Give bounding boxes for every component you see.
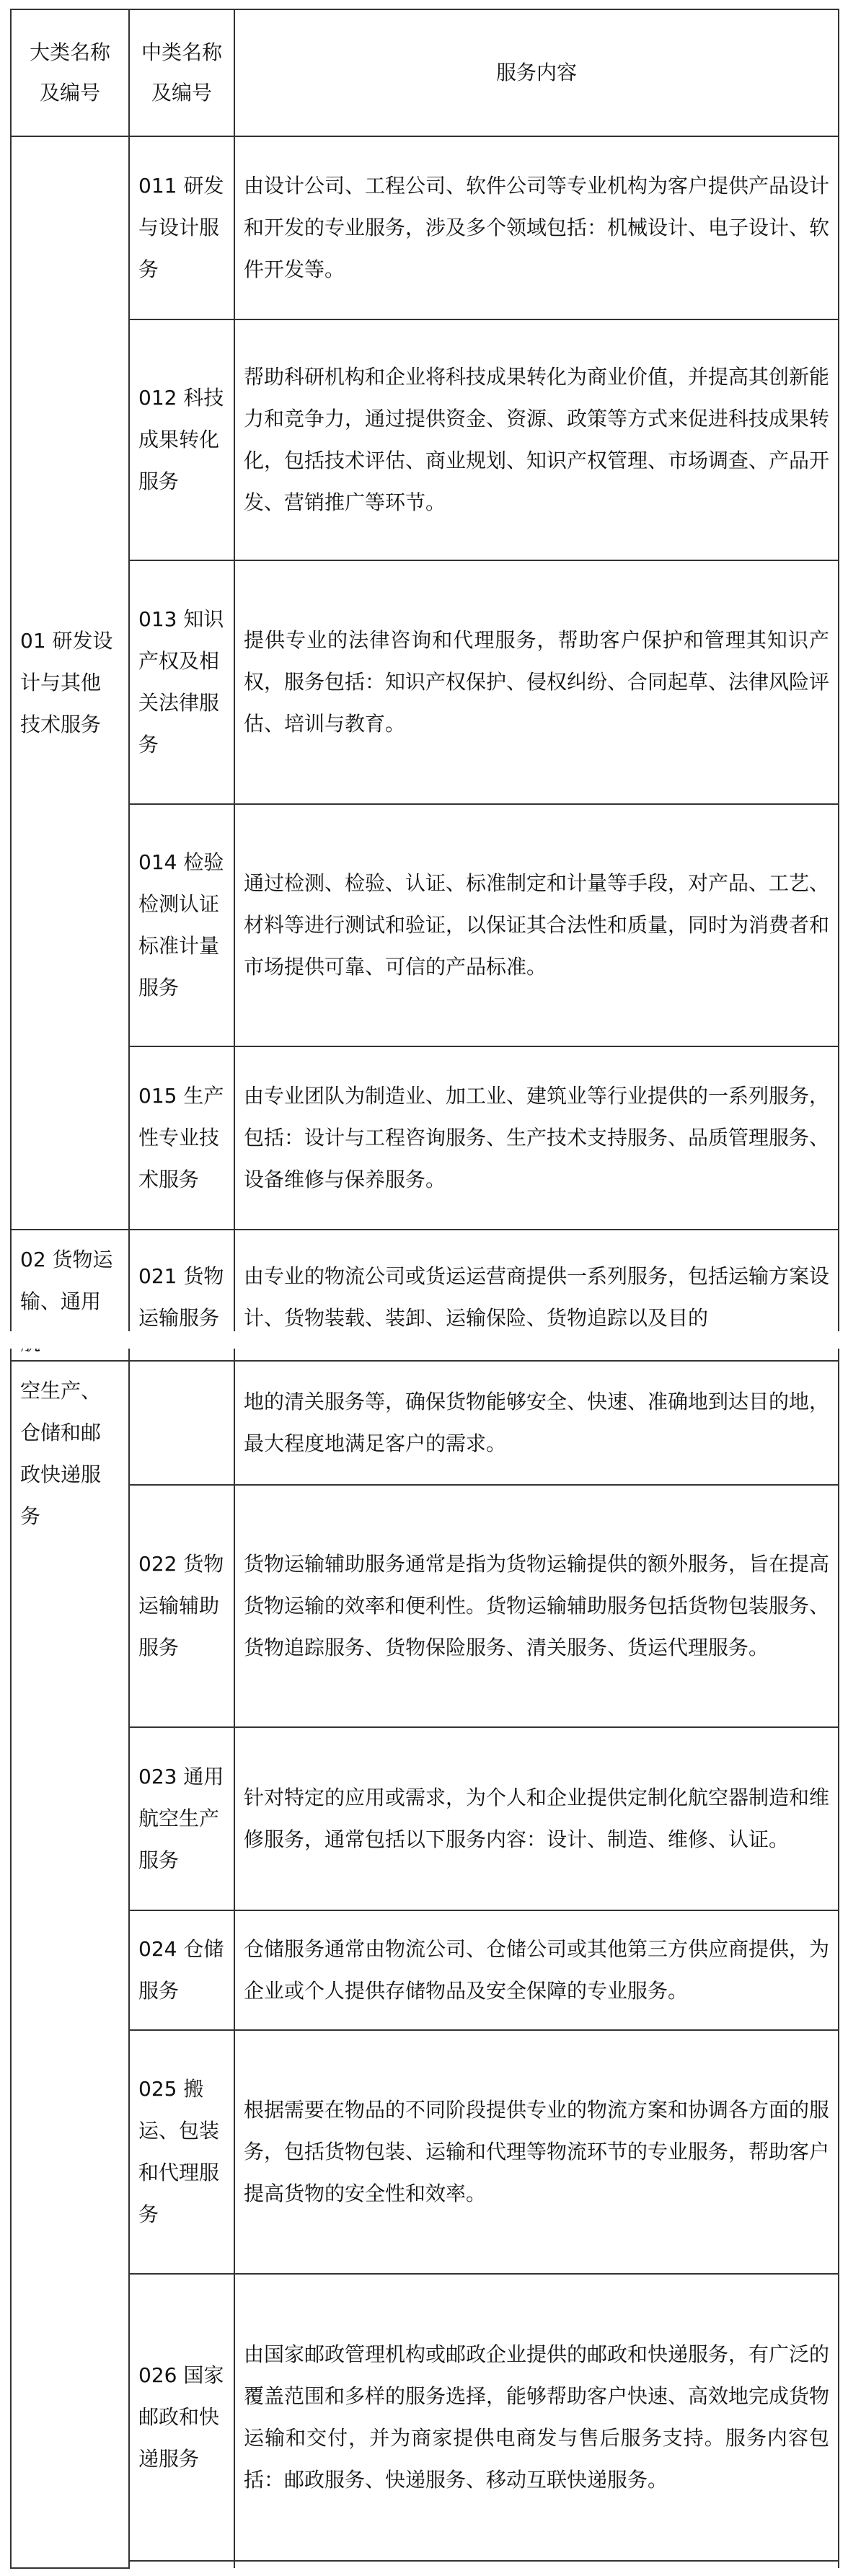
header-subcategory: 中类名称及编号 — [129, 9, 234, 136]
document-page-2 — [0, 1349, 848, 2576]
table-header-row — [11, 9, 839, 136]
content-cell: 由设计公司、工程公司、软件公司等专业机构为客户提供产品设计和开发的专业服务，涉及多个领域包括：机械设计、电子设计、软件开发等。 — [234, 136, 839, 319]
content-cell: 货物运输辅助服务通常是指为货物运输提供的额外服务，旨在提高货物运输的效率和便利性。货物运输辅助服务包括货物包装服务、货物追踪服务、货物保险服务、清关服务、货运代理服务。 — [234, 1485, 839, 1727]
subcategory-cell: 014 检验检测认证标准计量服务 — [129, 804, 234, 1046]
content-cell — [234, 2561, 839, 2568]
subcategory-cell: 025 搬运、包装和代理服务 — [129, 2030, 234, 2274]
subcategory-cell: 012 科技成果转化服务 — [129, 319, 234, 560]
header-content: 服务内容 — [234, 9, 839, 136]
service-table-part-1 — [10, 9, 839, 1364]
subcategory-cell — [129, 2561, 234, 2568]
content-cell: 帮助科研机构和企业将科技成果转化为商业价值，并提高其创新能力和竞争力，通过提供资金、资源、政策等方式来促进科技成果转化，包括技术评估、商业规划、知识产权管理、市场调查、产品开发、营销推广等环节。 — [234, 319, 839, 560]
content-cell: 由专业团队为制造业、加工业、建筑业等行业提供的一系列服务，包括：设计与工程咨询服务、生产技术支持服务、品质管理服务、设备维修与保养服务。 — [234, 1046, 839, 1230]
content-cell: 仓储服务通常由物流公司、仓储公司或其他第三方供应商提供，为企业或个人提供存储物品及安全保障的专业服务。 — [234, 1910, 839, 2030]
category-cell: 01 研发设计与其他技术服务 — [11, 136, 129, 1230]
subcategory-cell: 026 国家邮政和快递服务 — [129, 2274, 234, 2561]
subcategory-cell: 023 通用航空生产服务 — [129, 1727, 234, 1910]
header-category: 大类名称及编号 — [11, 9, 129, 136]
table-row — [11, 1910, 839, 2030]
subcategory-cell: 015 生产性专业技术服务 — [129, 1046, 234, 1230]
subcategory-cell: 013 知识产权及相关法律服务 — [129, 560, 234, 804]
service-table-part-2 — [10, 1360, 839, 2569]
content-cell: 由国家邮政管理机构或邮政企业提供的邮政和快递服务，有广泛的覆盖范围和多样的服务选择，能够帮助客户快速、高效地完成货物运输和交付，并为商家提供电商发与售后服务支持。服务内容包括：邮政服务、快递服务、移动互联快递服务。 — [234, 2274, 839, 2561]
table-row — [11, 2030, 839, 2274]
table-row — [11, 2561, 839, 2568]
content-cell: 由专业的物流公司或货运运营商提供一系列服务，包括运输方案设计、货物装载、装卸、运输保险、货物追踪以及目的 — [234, 1230, 839, 1364]
table-row — [11, 1046, 839, 1230]
subcategory-cell: 022 货物运输辅助服务 — [129, 1485, 234, 1727]
content-cell: 通过检测、检验、认证、标准制定和计量等手段，对产品、工艺、材料等进行测试和验证，以保证其合法性和质量，同时为消费者和市场提供可靠、可信的产品标准。 — [234, 804, 839, 1046]
table-row — [11, 1727, 839, 1910]
subcategory-cell — [129, 1361, 234, 1485]
table-row — [11, 319, 839, 560]
table-row — [11, 136, 839, 319]
content-cell: 地的清关服务等，确保货物能够安全、快速、准确地到达目的地，最大程度地满足客户的需求。 — [234, 1361, 839, 1485]
subcategory-cell: 011 研发与设计服务 — [129, 136, 234, 319]
page-gap — [0, 1331, 848, 1349]
subcategory-cell: 024 仓储服务 — [129, 1910, 234, 2030]
category-cell: 02 货物运输、通用 — [11, 1230, 129, 1364]
table-row — [11, 1485, 839, 1727]
table-row — [11, 560, 839, 804]
category-cell: 空生产、仓储和邮政快递服务 — [11, 1361, 129, 2568]
table-row — [11, 2274, 839, 2561]
content-cell: 根据需要在物品的不同阶段提供专业的物流方案和协调各方面的服务，包括货物包装、运输和代理等物流环节的专业服务，帮助客户提高货物的安全性和效率。 — [234, 2030, 839, 2274]
subcategory-cell: 021 货物运输服务 — [129, 1230, 234, 1364]
content-cell: 提供专业的法律咨询和代理服务，帮助客户保护和管理其知识产权，服务包括：知识产权保护、侵权纠纷、合同起草、法律风险评估、培训与教育。 — [234, 560, 839, 804]
content-cell: 针对特定的应用或需求，为个人和企业提供定制化航空器制造和维修服务，通常包括以下服务内容：设计、制造、维修、认证。 — [234, 1727, 839, 1910]
table-row — [11, 1361, 839, 1485]
table-row — [11, 804, 839, 1046]
